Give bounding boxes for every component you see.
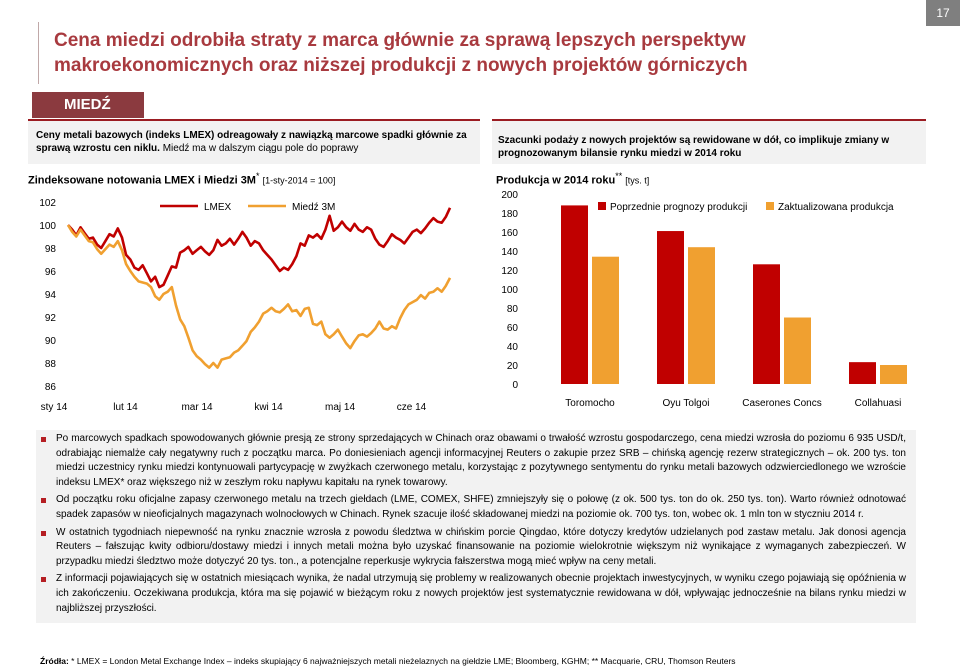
category-label: Oyu Tolgoi xyxy=(662,398,710,409)
x-tick-label: kwi 14 xyxy=(254,402,283,413)
left-summary-box xyxy=(28,119,480,164)
y-tick-label: 140 xyxy=(501,247,518,258)
commentary-bullets xyxy=(36,430,916,623)
legend-label: Miedź 3M xyxy=(292,202,336,213)
bullet-item: W ostatnich tygodniach niepewność na rynku znacznie wzrosła z powodu śledztwa w chińskim porcie Qingdao, które dotyczy kredytów udzielanych pod zastaw metalu. Jak donosi agencja Reuters – fałszując kwity odbioru/dostawy miedzi i innych metali można było uzyskać finansowanie na poziomie wielokrotnie większym niż wynikające z wymaganych zabezpieczeń. W przypadku miedzi śledztwo może dotyczyć 20 tys. ton., a potencjalne reperkusje wykrycia fałszerstwa mogą mieć wpływ na ceny metali. xyxy=(56,526,906,570)
y-tick-label: 20 xyxy=(506,361,518,372)
line-chart-title: Zindeksowane notowania LMEX i Miedzi 3M xyxy=(28,174,256,187)
x-tick-label: maj 14 xyxy=(324,402,356,413)
bar-oyu-tolgoi-s1 xyxy=(657,231,684,384)
x-tick-label: cze 14 xyxy=(396,402,427,413)
y-tick-label: 90 xyxy=(44,336,56,347)
y-tick-label: 92 xyxy=(44,313,56,324)
y-tick-label: 200 xyxy=(501,190,518,201)
bar-collahuasi-s1 xyxy=(849,362,876,384)
y-tick-label: 0 xyxy=(512,380,518,391)
bullet-item: Od początku roku oficjalne zapasy czerwonego metalu na trzech giełdach (LME, COMEX, SHFE) zmniejszyły się o połowę (z ok. 500 tys. ton do ok. 250 tys. ton). Warto również odnotować spadek zapasów w nieoficjalnych magazynach wolnocłowych w Chinach. Rynek szacuje ilość składowanej miedzi na poziomie ok. 700 tys. ton, wobec ok. 1 mln ton w styczniu 2014 r. xyxy=(56,493,906,522)
y-tick-label: 80 xyxy=(506,304,518,315)
page-title: Cena miedzi odrobiła straty z marca głównie za sprawą lepszych perspektyw makroekonomicznych oraz niższej produkcji z nowych projektów górniczych xyxy=(54,30,748,76)
legend-label: LMEX xyxy=(204,202,232,213)
source-note xyxy=(40,656,736,666)
y-tick-label: 40 xyxy=(506,342,518,353)
bar-oyu-tolgoi-s2 xyxy=(688,247,715,384)
legend-label: Zaktualizowana produkcja xyxy=(778,202,894,213)
category-label: Toromocho xyxy=(565,398,615,409)
bar-chart-subtitle: [tys. t] xyxy=(625,175,650,186)
y-tick-label: 100 xyxy=(501,285,518,296)
bar-chart-title: Produkcja w 2014 roku xyxy=(496,174,616,187)
source-text: * LMEX = London Metal Exchange Index – indeks skupiający 6 najważniejszych metali nieżelaznych na giełdzie LME; Bloomberg, KGHM; ** Macquarie, CRU, Thomson Reuters xyxy=(68,656,736,666)
bar-toromocho-s1 xyxy=(561,205,588,384)
y-tick-label: 88 xyxy=(44,359,56,370)
bar-chart-heading xyxy=(496,171,649,187)
bar-chart-marker: ** xyxy=(615,171,623,181)
category-label: Collahuasi xyxy=(854,398,902,409)
category-label: Caserones Concs xyxy=(742,398,822,409)
bar-toromocho-s2 xyxy=(592,257,619,384)
x-tick-label: mar 14 xyxy=(181,402,213,413)
line-chart xyxy=(18,186,458,414)
bullet-item: Z informacji pojawiających się w ostatnich miesiącach wynika, że nadal utrzymują się problemy w realizowanych obecnie projektach inwestycyjnych, w wyniku czego pojawiają się opóźnienia w ich zakończeniu. Oczekiwana produkcja, która ma się pojawić w bieżącym roku z nowych projektów jest systematycznie rewidowana w dół, wpływając jednocześnie na bilans rynku miedzi w najbliższej przyszłości. xyxy=(56,572,906,616)
y-tick-label: 180 xyxy=(501,209,518,220)
bar-collahuasi-s2 xyxy=(880,365,907,384)
line-chart-subtitle: [1-sty-2014 = 100] xyxy=(262,175,336,186)
x-tick-label: lut 14 xyxy=(113,402,138,413)
legend-swatch xyxy=(766,202,774,210)
line-chart-heading xyxy=(28,171,335,187)
section-tab: MIEDŹ xyxy=(32,92,144,118)
bar-caserones-concs-s1 xyxy=(753,264,780,384)
y-tick-label: 60 xyxy=(506,323,518,334)
legend-label: Poprzednie prognozy produkcji xyxy=(610,202,748,213)
left-summary-normal: Miedź ma w dalszym ciągu pole do poprawy xyxy=(159,143,359,154)
source-label: Źródła: xyxy=(40,656,69,666)
right-summary-box: Szacunki podaży z nowych projektów są rewidowane w dół, co implikuje zmiany w prognozowanym bilansie rynku miedzi w 2014 roku xyxy=(492,119,926,164)
y-tick-label: 160 xyxy=(501,228,518,239)
y-tick-label: 96 xyxy=(44,267,56,278)
y-tick-label: 94 xyxy=(44,290,56,301)
line-chart-marker: * xyxy=(255,171,260,181)
y-tick-label: 86 xyxy=(44,382,56,393)
x-tick-label: sty 14 xyxy=(40,402,68,413)
legend-swatch xyxy=(598,202,606,210)
bar-chart xyxy=(490,186,930,414)
page-number: 17 xyxy=(926,0,960,26)
left-summary-bold: Ceny metali bazowych (indeks LMEX) odreagowały z nawiązką marcowe spadki głównie za sprawą wzrostu cen niklu. xyxy=(36,130,467,154)
y-tick-label: 120 xyxy=(501,266,518,277)
bullet-item: Po marcowych spadkach spowodowanych głównie presją ze strony sprzedających w Chinach oraz obawami o trwałość wzrostu gospodarczego, cena miedzi wzrosła do poziomu 6 935 USD/t, odrabiając niemalże cały negatywny ruch z początku marca. Po doniesieniach agencji informacyjnej Reuters o zakupie przez SRB – chińską agencję rezerw strategicznych – ok. 200 tys. ton miedzi uczestnicy rynku miedzi kontynuowali partycypację w zwyżkach czerwonego metalu, korzystając z pozytywnego sentymentu do rynku metali bazowych odzwierciedlonego we wzroście indeksu LMEX* oraz większego niż w zeszłym roku napływu kapitału na rynek towarowy. xyxy=(56,432,906,490)
y-tick-label: 100 xyxy=(39,221,56,232)
y-tick-label: 102 xyxy=(39,198,56,209)
series-line-1 xyxy=(68,208,450,287)
y-tick-label: 98 xyxy=(44,244,56,255)
bar-caserones-concs-s2 xyxy=(784,318,811,385)
title-divider xyxy=(38,22,39,84)
